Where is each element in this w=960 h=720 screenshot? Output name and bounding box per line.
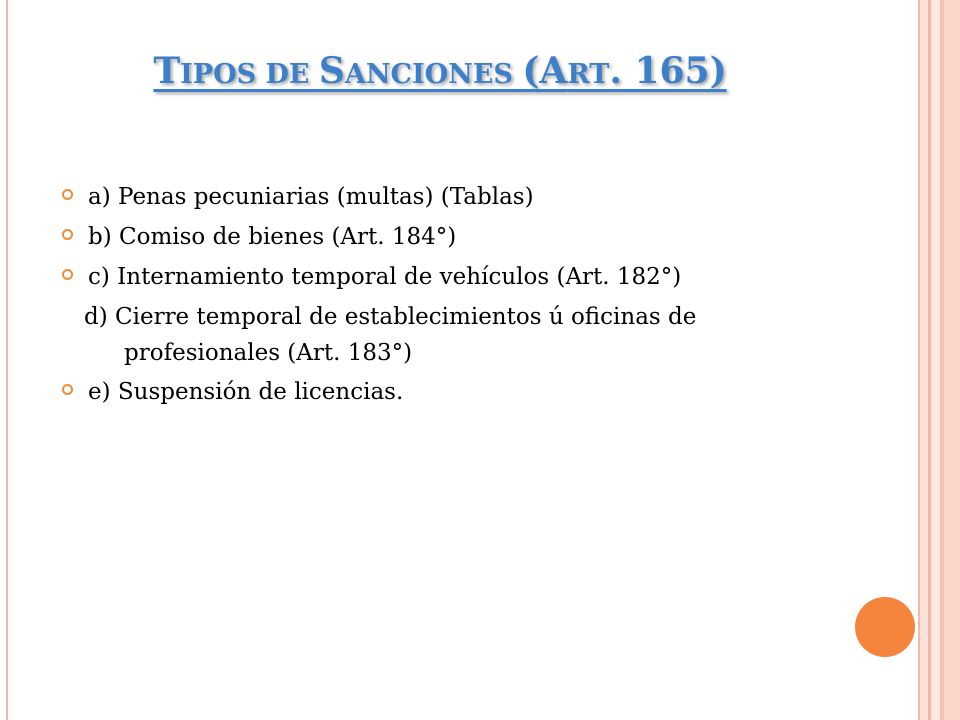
list-item [62, 375, 822, 411]
slide-title [0, 50, 880, 92]
title-tail: . 165) [609, 50, 727, 92]
stripe [944, 0, 960, 720]
orange-circle-icon [855, 597, 915, 657]
decorative-stripes [920, 0, 960, 720]
list-item-text: b) Comiso de bienes (Art. 184°) [88, 223, 457, 250]
list-item [62, 260, 822, 296]
stripe [931, 0, 940, 720]
list-item [62, 220, 822, 256]
list-item-text: d) Cierre temporal de establecimientos ú oficinas de profesionales (Art. 183°) [84, 303, 697, 366]
title-cap: (A [522, 50, 568, 92]
list-item [62, 180, 822, 216]
list-item-text: a) Penas pecuniarias (multas) (Tablas) [88, 184, 534, 210]
title-smallcaps: RT [567, 59, 610, 90]
circle-bullet-icon [62, 189, 73, 200]
title-cap: T [153, 50, 181, 92]
title-smallcaps: IPOS DE [180, 59, 319, 90]
bullet-list [62, 180, 822, 411]
circle-bullet-icon [62, 269, 73, 280]
circle-bullet-icon [62, 384, 73, 395]
circle-bullet-icon [62, 229, 73, 240]
title-cap: S [318, 50, 345, 92]
list-item-text: c) Internamiento temporal de vehículos (Art. 182°) [88, 263, 682, 290]
title-smallcaps: ANCIONES [344, 59, 523, 90]
list-item [62, 300, 822, 372]
list-item-text: e) Suspensión de licencias. [88, 379, 404, 406]
stripe [920, 0, 928, 720]
